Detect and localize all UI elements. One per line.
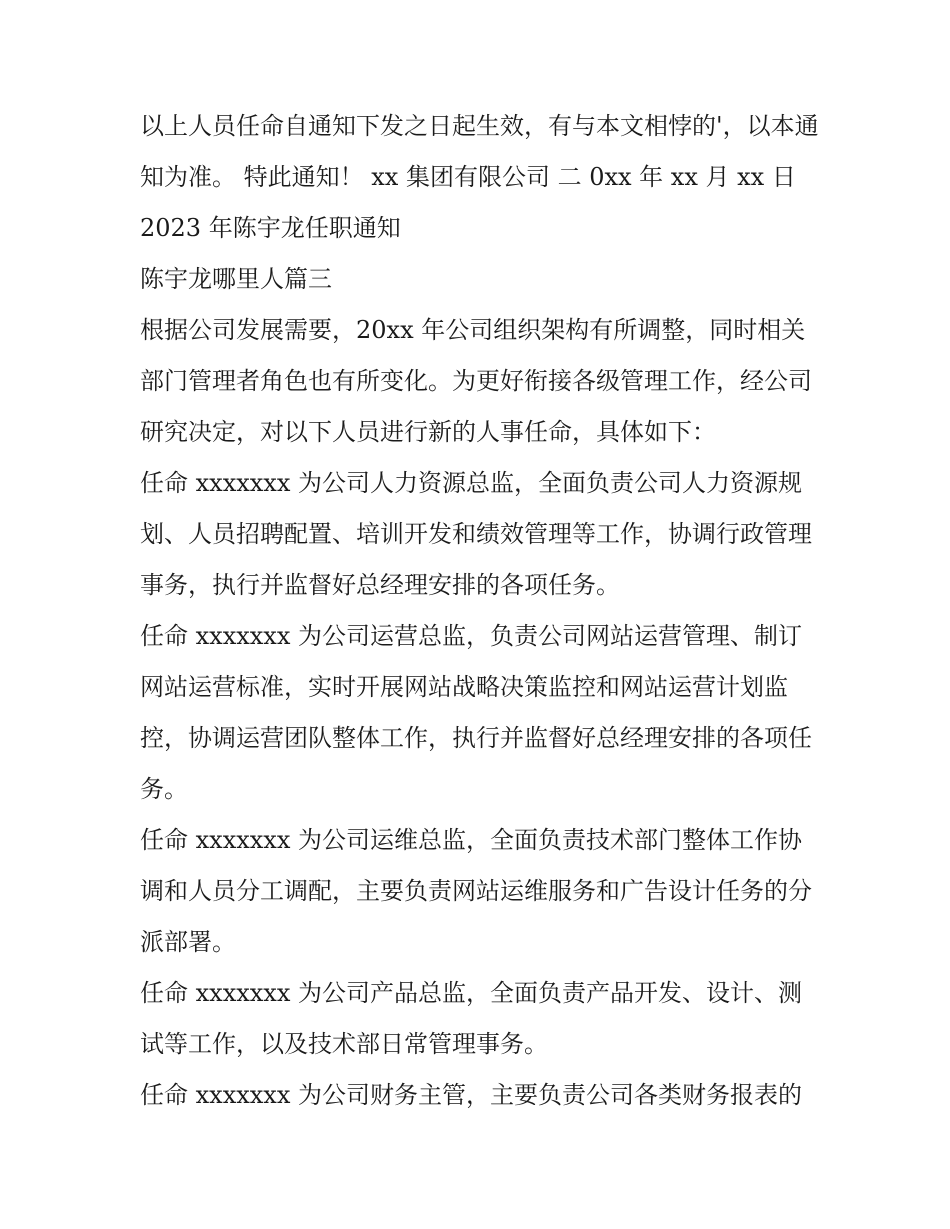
paragraph-appointment-hr: 任命 xxxxxxx 为公司人力资源总监，全面负责公司人力资源规划、人员招聘配置、培训开发和绩效管理等工作，协调行政管理事务，执行并监督好总经理安排的各项任务。 — [140, 469, 812, 599]
paragraph-closing-notice: 以上人员任命自通知下发之日起生效，有与本文相悖的'，以本通知为准。 特此通知！ xx 集团有限公司 二 0xx 年 xx 月 xx 日 2023 年陈宇龙任职通知 — [140, 112, 819, 242]
paragraph-appointment-operations: 任命 xxxxxxx 为公司运营总监，负责公司网站运营管理、制订网站运营标准，实时开展网站战略决策监控和网站运营计划监控，协调运营团队整体工作，执行并监督好总经理安排的各项任务。 — [140, 622, 812, 803]
paragraph-appointment-maintenance: 任命 xxxxxxx 为公司运维总监，全面负责技术部门整体工作协调和人员分工调配，主要负责网站运维服务和广告设计任务的分派部署。 — [140, 826, 812, 956]
section-heading: 陈宇龙哪里人篇三 — [140, 265, 332, 293]
paragraph-appointment-product: 任命 xxxxxxx 为公司产品总监，全面负责产品开发、设计、测试等工作，以及技术部日常管理事务。 — [140, 979, 803, 1058]
paragraph-intro: 根据公司发展需要，20xx 年公司组织架构有所调整，同时相关部门管理者角色也有所变化。为更好衔接各级管理工作，经公司研究决定，对以下人员进行新的人事任命，具体如下： — [140, 316, 812, 446]
paragraph-appointment-finance: 任命 xxxxxxx 为公司财务主管，主要负责公司各类财务报表的 — [140, 1081, 803, 1109]
document-body — [140, 101, 820, 1121]
